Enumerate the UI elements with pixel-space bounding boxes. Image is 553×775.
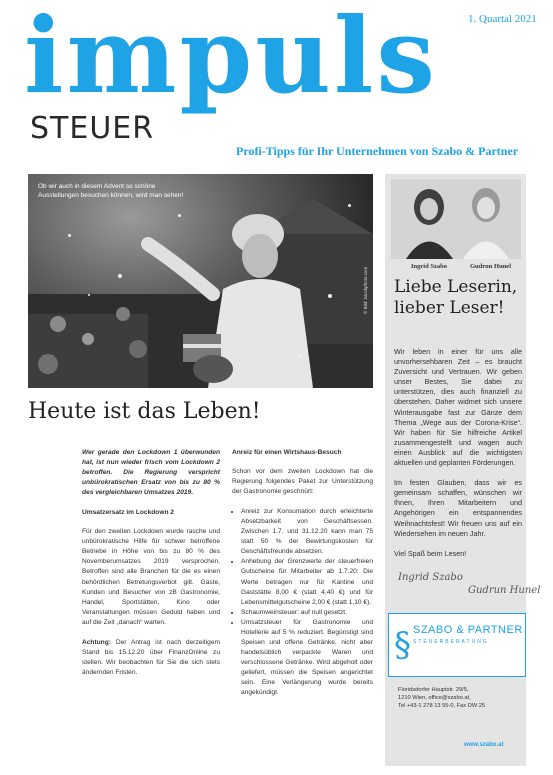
editorial-title-line2: lieber Leser! (394, 298, 505, 318)
portrait-photo (391, 179, 521, 259)
photo-caption: Ob wir auch in diesem Advent so schöne Ausstellungen besuchen können, wird man sehen! (38, 183, 184, 199)
note (82, 638, 220, 678)
editorial-title (394, 277, 522, 319)
company-address (398, 686, 485, 711)
article-column-1 (82, 448, 220, 688)
masthead-subtitle: STEUER (30, 111, 155, 146)
cover-photo (28, 174, 373, 388)
photo-credit: © Bild: istockphoto.com (363, 266, 368, 314)
editorial-title-line1: Liebe Leserin, (394, 277, 518, 297)
article-column-2 (232, 448, 373, 698)
editorial-paragraph: Im festen Glauben, dass wir es gemeinsam schaffen, wünschen wir Ihnen, Ihren Mitarbeitern und Angehörigen ein entspannendes Weihnachtsfest! Wir freuen uns auf ein Wiedersehen im neuen Jahr. (394, 478, 522, 538)
note-text: Der Antrag ist nach derzeitigem Stand bis 15.12.20 über FinanzOnline zu stellen. Wir beobachten für Sie die sich stets ändernden Fristen. (82, 638, 220, 676)
bullet-list (232, 507, 373, 698)
paragraph-sign-icon (393, 626, 411, 662)
section-text: Schon vor dem zweiten Lockdown hat die Regierung folgendes Paket zur Unterstützung der Gastronomie geschnürt: (232, 468, 373, 496)
signature-2: Gudrun Hunel (468, 585, 541, 596)
address-line: Tel +43-1 278 13 55-0, Fax DW 25 (398, 703, 486, 710)
company-name: SZABO & PARTNER (413, 624, 523, 636)
portrait-photo-icon (391, 179, 521, 259)
masthead-tagline: Profi-Tipps für Ihr Unternehmen von Szabo & Partner (236, 144, 519, 158)
address-line: 1210 Wien, office@szabo.at, (398, 695, 471, 702)
list-item: • Schaumweinsteuer: auf null gesetzt. (241, 608, 373, 618)
article-headline: Heute ist das Leben! (28, 399, 261, 424)
address-line: Floridsdorfer Hauptstr. 29/5, (398, 687, 469, 693)
masthead-title: impuls (24, 0, 438, 117)
section-title: Umsatzersatz im Lockdown 2 (82, 509, 174, 517)
christmas-market-photo-icon (28, 174, 373, 388)
person-name-2: Gudrun Hunel (470, 263, 512, 270)
svg-text:§: § (394, 626, 411, 662)
company-subtitle: STEUERBERATUNG (413, 639, 489, 645)
note-label: Achtung: (82, 638, 111, 646)
company-logo (388, 613, 526, 677)
article-lead: Wer gerade den Lockdown 1 überwunden hat, ist nun wieder frisch vom Lockdown 2 betroffen. Die Regierung verspricht unbürokratischen Ersatz von bis zu 80 % des vergleichbaren Umsatzes 2019. (82, 449, 220, 497)
section-text: Für den zweiten Lockdown wurde rasche und unbürokratische Hilfe für schwer betroffene Betriebe in Höhe von bis zu 80 % des Novemberumsatzes 2019 versprochen. Betroffen sind alle Branchen für die es einen behördlichen Betretungsverbot gilt. Gäste, Kunden und Besucher von zB Gastronomie, Handel, Sportstätten, Kino oder Veranstaltungen müssen Geduld haben und auf die Zeit „danach“ warten. (82, 528, 220, 626)
issue-date: 1. Quartal 2021 (468, 13, 537, 25)
editorial-text (394, 347, 522, 563)
section-title: Anreiz für einen Wirtshaus-Besuch (232, 449, 342, 456)
list-item: • Anhebung der Grenzwerte der steuerfreien Gutscheine für Mitarbeiter ab 1.7.20: Die Werte betragen nur für Kantine und Gaststätte 8,00 € (statt 4,40 €) und für Lebensmittelgutscheine 2,00 € (statt 1,10 €). (241, 557, 373, 607)
signature-1: Ingrid Szabo (398, 572, 463, 583)
company-website-link[interactable]: www.szabo.at (464, 742, 504, 748)
list-item: • Umsatzsteuer für Gastronomie und Hotellerie auf 5 % reduziert. Begünstigt sind Speisen und offene Getränke, nicht aber handelsüblich verpackte Waren und verschlossene Getränke. Wird abgeholt oder geliefert, müssen die Speisen angerichtet sein. Eine Verlängerung wurde bereits angekündigt. (241, 618, 373, 698)
editorial-paragraph: Wir leben in einer für uns alle unvorhersehbaren Zeit – es braucht Zuversicht und Vertrauen. Wir geben unser Bestes, Sie dabei zu unterstützen, dies auch finanziell zu überstehen. Daher widmet sich unsere Winterausgabe fast zur Gänze dem Thema „Wege aus der Corona-Krise“. Wir haben für Sie hilfreiche Artikel zusammengestellt und wagen auch einen Ausblick auf die wichtigsten aktuellen und geplanten Förderungen. (394, 347, 522, 468)
person-name-1: Ingrid Szabo (411, 263, 447, 270)
editorial-closing: Viel Spaß beim Lesen! (394, 548, 467, 558)
list-item: • Anreiz zur Konsumation durch erleichterte Absetzbarkeit von Geschäftsessen. Zwischen 1.7. und 31.12.20 kann man 75 statt 50 % der Bewirtungskosten für Geschäftsfreunde absetzen. (241, 507, 373, 557)
